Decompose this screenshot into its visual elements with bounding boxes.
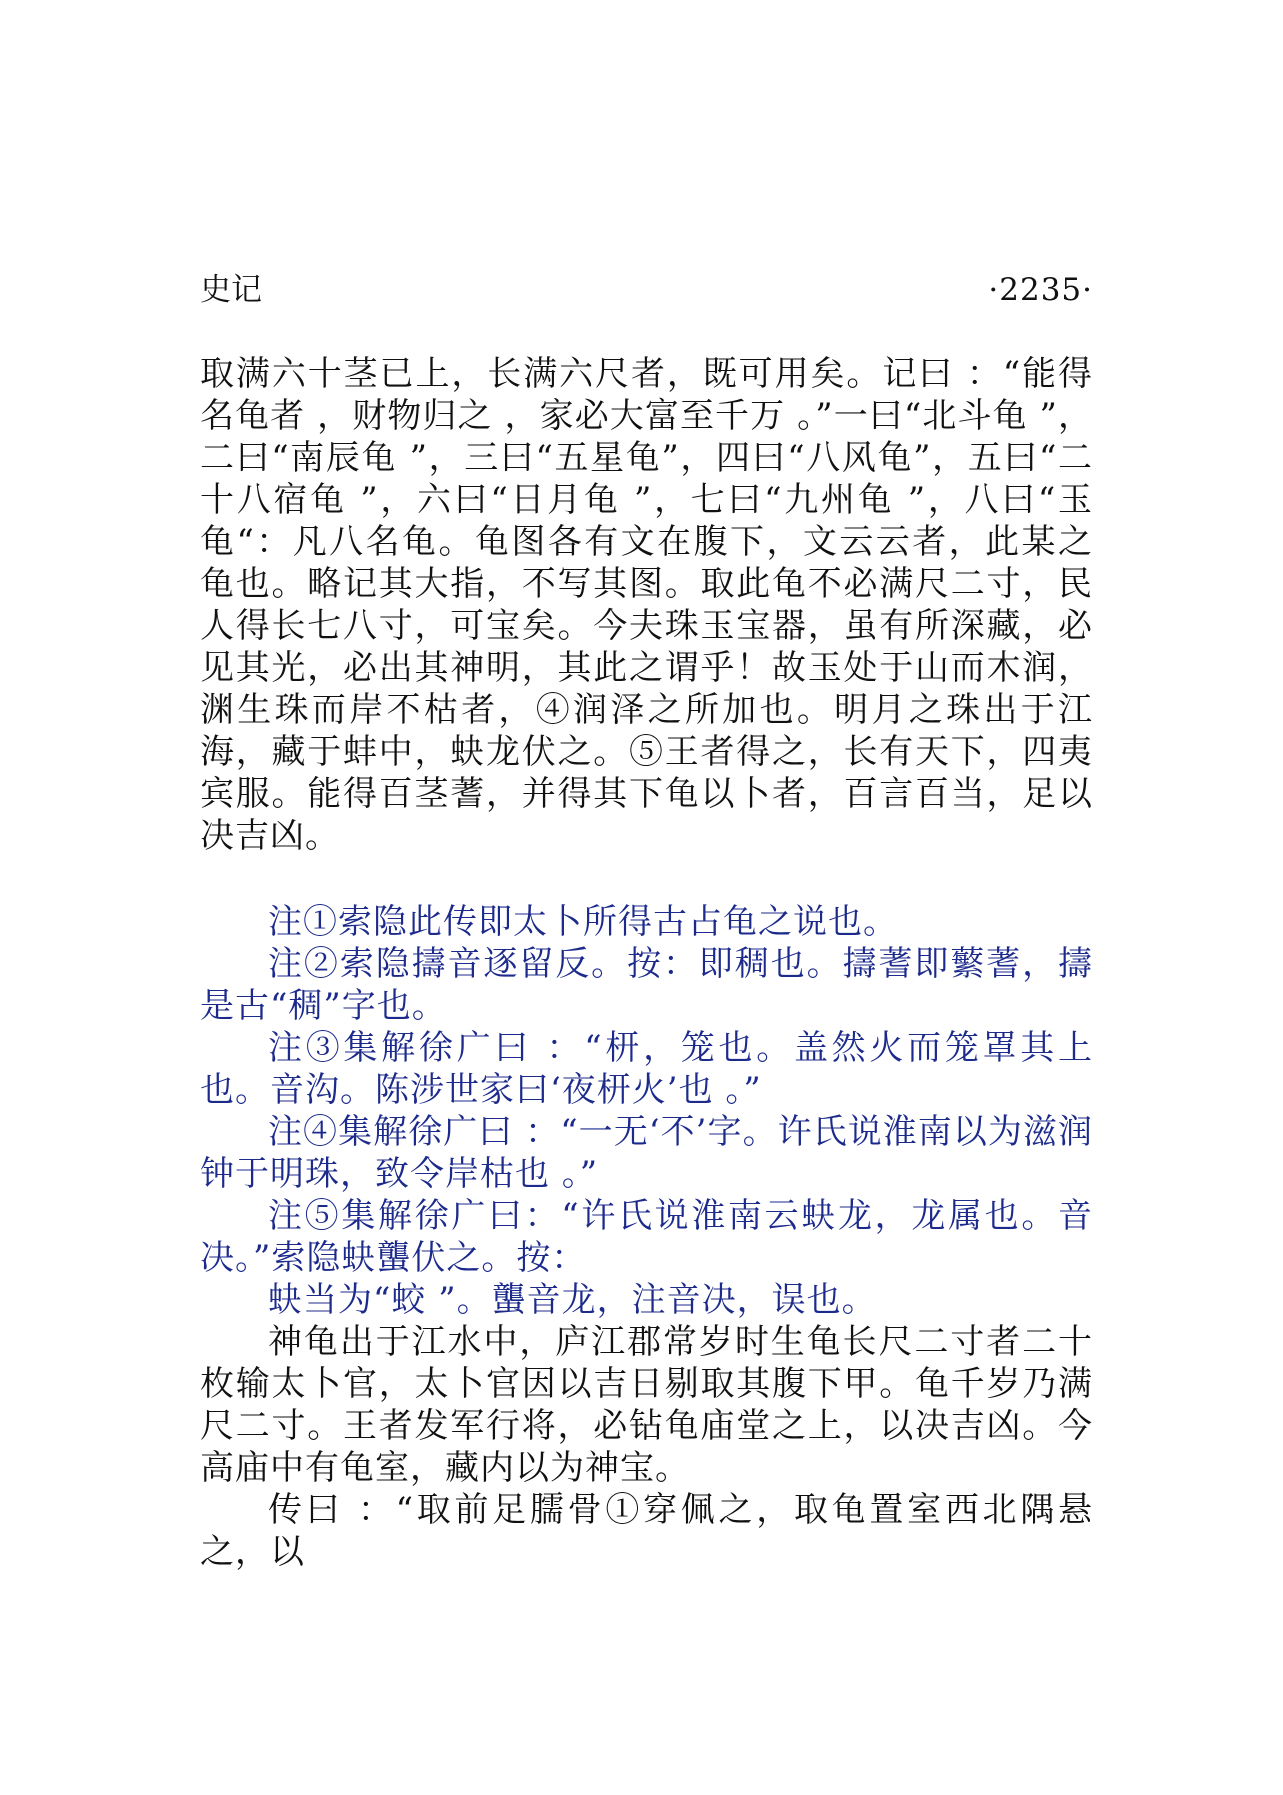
page-number: ·2235· [988,272,1093,308]
page-body [200,353,1093,1573]
note-2: 注②索隐擣音逐留反。按：即稠也。擣蓍即蘩蓍，擣是古“稠”字也。 [200,944,1093,1026]
main-paragraph: 取满六十茎已上，长满六尺者，既可用矣。记曰 ：“能得名龟者 ，财物归之 ，家必大富至千万 。”一曰“北斗龟 ”，二曰“南辰龟 ”，三曰“五星龟”，四曰“八风龟”，五曰“二十八宿龟 ”，六曰“日月龟 ”，七曰“九州龟 ”，八曰“玉龟“：凡八名龟。龟图各有文在腹下，文云云者，此某之龟也。略记其大指，不写其图。取此龟不必满尺二寸，民人得长七八寸，可宝矣。今夫珠玉宝器，虽有所深藏，必见其光，必出其神明，其此之谓乎！故玉处于山而木润，渊生珠而岸不枯者，④润泽之所加也。明月之珠出于江海，藏于蚌中，蚗龙伏之。⑤王者得之，长有天下，四夷宾服。能得百茎蓍，并得其下龟以卜者，百言百当，足以决吉凶。 [200,354,1093,856]
note-3: 注③集解徐广曰 ：“枅，笼也。盖然火而笼罩其上也。音沟。陈涉世家曰‘夜枅火’也 。” [200,1028,1093,1110]
note-5: 注⑤集解徐广曰：“许氏说淮南云蚗龙，龙属也。音决。”索隐蚗蠪伏之。按： [200,1196,1093,1278]
note-4: 注④集解徐广曰 ：“一无‘不’字。许氏说淮南以为滋润钟于明珠，致令岸枯也 。” [200,1112,1093,1194]
page-header [200,268,1093,312]
note-5-continued: 蚗当为“蛟 ”。蠪音龙，注音决，误也。 [268,1280,877,1320]
book-title: 史记 [200,272,262,308]
quotation-paragraph: 传曰 ：“取前足臑骨①穿佩之，取龟置室西北隅悬之，以 [200,1490,1093,1572]
continuation-paragraph: 神龟出于江水中，庐江郡常岁时生龟长尺二寸者二十枚输太卜官，太卜官因以吉日剔取其腹下甲。龟千岁乃满尺二寸。王者发军行将，必钻龟庙堂之上，以决吉凶。今高庙中有龟室，藏内以为神宝。 [200,1322,1093,1488]
note-1: 注①索隐此传即太卜所得古占龟之说也。 [268,902,898,942]
paragraph-gap [200,857,1093,901]
